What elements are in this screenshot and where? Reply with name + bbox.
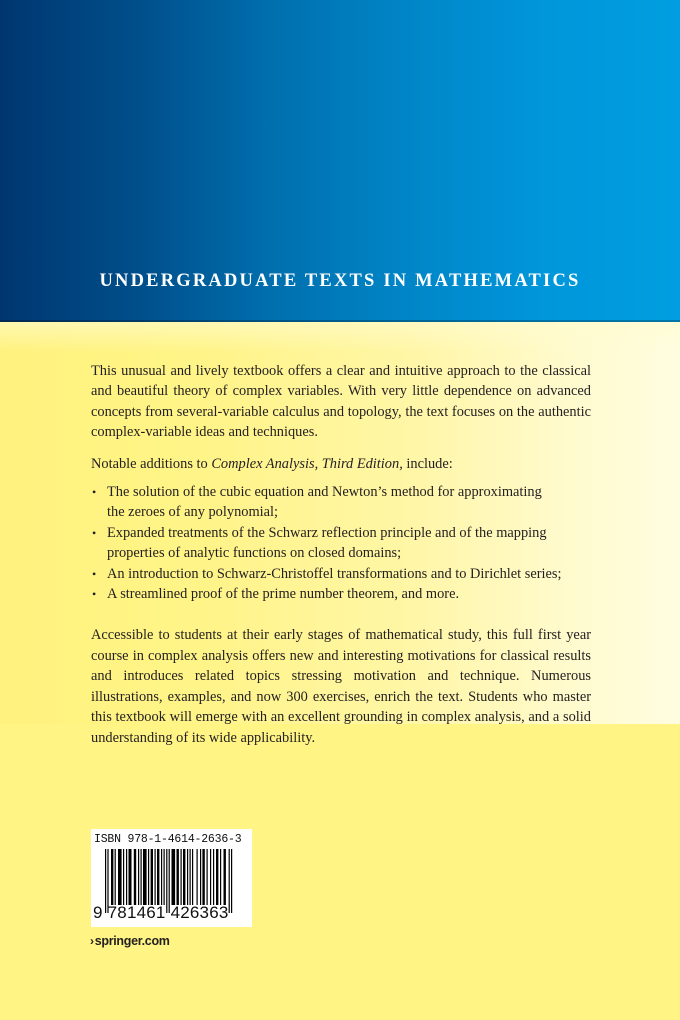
series-banner	[0, 0, 680, 322]
list-item	[92, 482, 591, 523]
bullet-icon: •	[92, 485, 97, 500]
ean-left-group: 781461	[107, 903, 166, 922]
closing-paragraph: Accessible to students at their early stages of mathematical study, this full first year course in complex analysis offers new and interesting motivations for classical results and introduces related topics stressing motivation and technique. Numerous illustrations, examples, and now 300 exercises, enrich the text. Students who master this textbook will emerge with an excellent grounding in complex analysis, and a solid understanding of its wide applicability.	[91, 627, 591, 746]
bullet-icon: •	[92, 587, 97, 602]
ean-first-digit: 9	[93, 903, 103, 922]
list-item	[92, 523, 591, 564]
isbn-label: ISBN 978-1-4614-2636-3	[94, 833, 242, 846]
list-item	[92, 584, 591, 604]
bullet-icon: •	[92, 525, 97, 540]
ean-right-group: 426363	[170, 903, 229, 922]
list-item-text: An introduction to Schwarz-Christoffel transformations and to Dirichlet series;	[107, 565, 562, 582]
list-item	[92, 564, 591, 584]
back-cover-description	[91, 361, 591, 748]
list-item-text: A streamlined proof of the prime number theorem, and more.	[107, 586, 460, 603]
book-title: Complex Analysis, Third Edition,	[211, 455, 403, 472]
ean-digits	[93, 903, 229, 923]
chevron-right-icon: ›	[90, 934, 94, 948]
publisher-link[interactable]	[90, 934, 170, 948]
isbn-barcode	[91, 829, 252, 927]
lead-suffix: include:	[402, 455, 453, 472]
panel-highlight	[0, 322, 680, 352]
intro-paragraph: This unusual and lively textbook offers a clear and intuitive approach to the classical and beautiful theory of complex variables. With very little dependence on advanced concepts from several-variable calculus and topology, the text focuses on the authentic complex-variable ideas and techniques.	[91, 363, 591, 441]
additions-list	[91, 482, 591, 604]
bullet-icon: •	[92, 566, 97, 581]
additions-lead	[91, 454, 591, 474]
list-item-text: Expanded treatments of the Schwarz reflection principle and of the mapping properties of analytic functions on closed domains;	[107, 524, 547, 562]
list-item-text: The solution of the cubic equation and Newton’s method for approximating the zeroes of any polynomial;	[107, 484, 542, 521]
lead-prefix: Notable additions to	[91, 455, 212, 472]
series-title: UNDERGRADUATE TEXTS IN MATHEMATICS	[99, 271, 581, 291]
publisher-url: springer.com	[94, 934, 170, 948]
